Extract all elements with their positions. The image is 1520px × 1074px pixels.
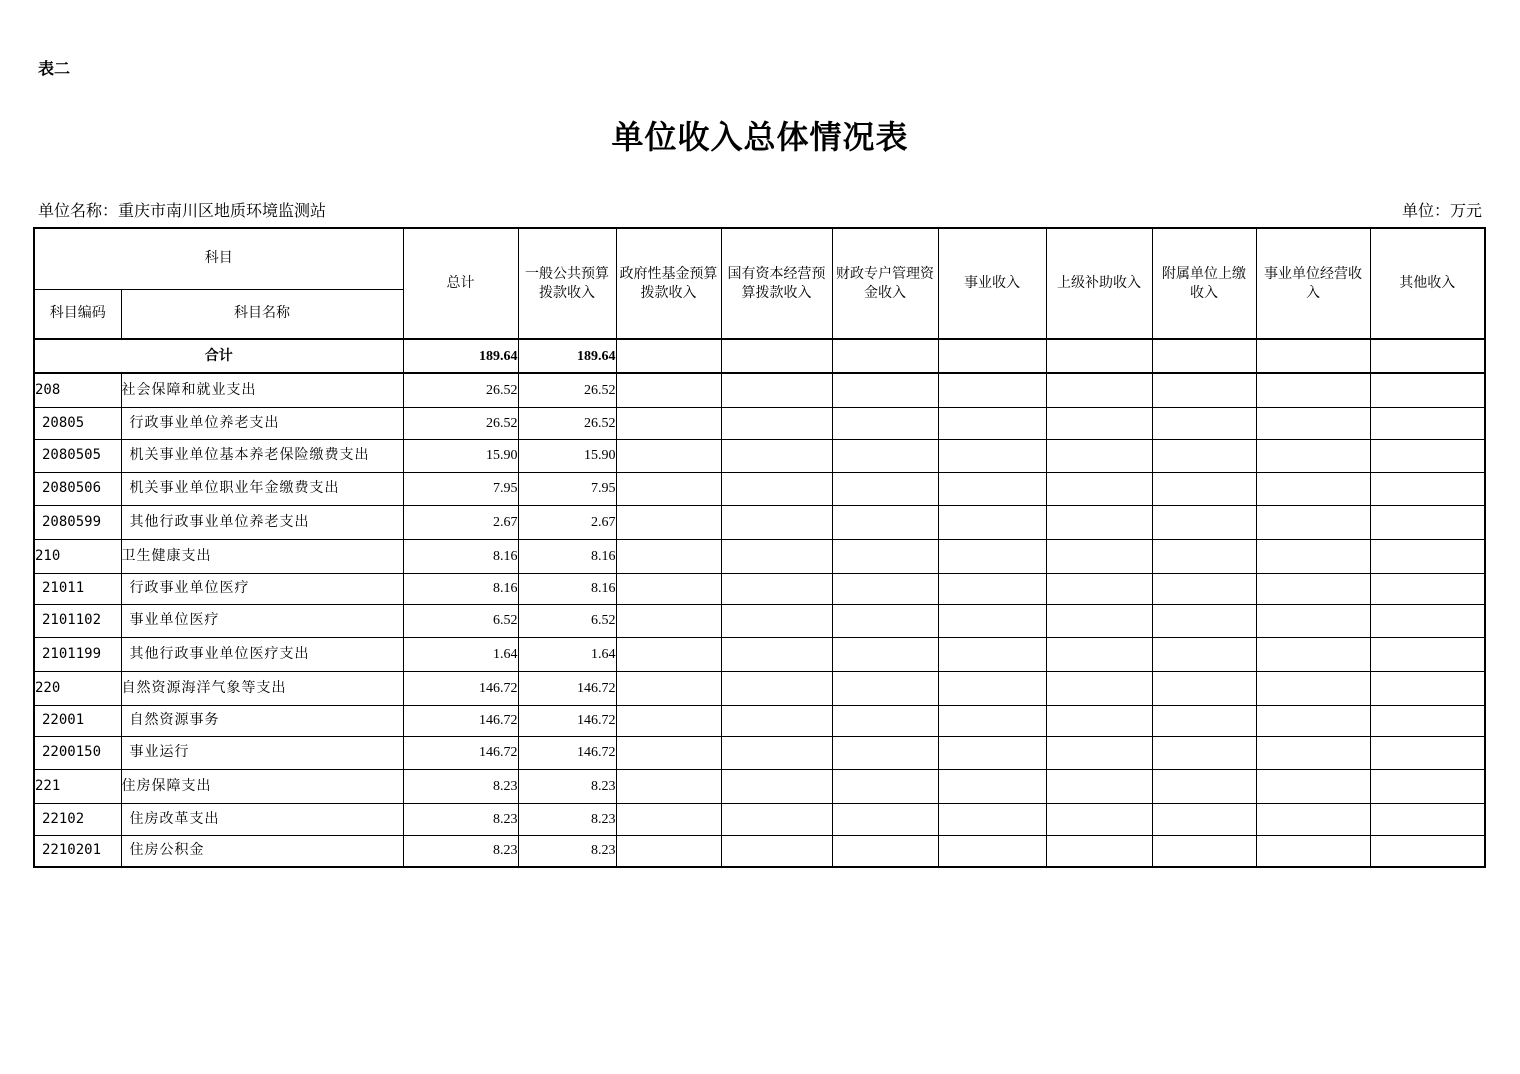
header-state-capital: 国有资本经营预算拨款收入 (721, 228, 832, 339)
empty-cell (832, 835, 938, 867)
general-budget-cell: 146.72 (518, 736, 616, 769)
empty-cell (1046, 439, 1152, 472)
empty-cell (938, 736, 1046, 769)
table-row (34, 736, 1485, 769)
header-business: 事业收入 (938, 228, 1046, 339)
income-table (33, 227, 1486, 868)
header-subject-name: 科目名称 (121, 289, 403, 339)
general-budget-cell: 1.64 (518, 637, 616, 671)
subject-code: 2080505 (34, 439, 121, 472)
empty-cell (938, 505, 1046, 539)
empty-cell (1370, 373, 1485, 407)
empty-cell (1370, 407, 1485, 439)
general-budget-cell: 26.52 (518, 407, 616, 439)
empty-cell (721, 604, 832, 637)
subject-code: 2080506 (34, 472, 121, 505)
empty-cell (1370, 539, 1485, 573)
table-row (34, 835, 1485, 867)
subject-code: 208 (34, 373, 121, 407)
empty-cell (938, 604, 1046, 637)
empty-cell (832, 505, 938, 539)
empty-cell (832, 373, 938, 407)
empty-cell (1370, 472, 1485, 505)
subject-name: 事业单位医疗 (121, 604, 403, 637)
empty-cell (1046, 505, 1152, 539)
empty-cell (1046, 637, 1152, 671)
table-row (34, 803, 1485, 835)
empty-cell (938, 539, 1046, 573)
empty-cell (1256, 439, 1370, 472)
subject-code: 22102 (34, 803, 121, 835)
header-general-budget: 一般公共预算拨款收入 (518, 228, 616, 339)
empty-cell (1256, 505, 1370, 539)
general-budget-cell: 189.64 (518, 339, 616, 373)
header-total: 总计 (403, 228, 518, 339)
empty-cell (1256, 573, 1370, 604)
empty-cell (1370, 604, 1485, 637)
empty-cell (1046, 373, 1152, 407)
subject-code: 21011 (34, 573, 121, 604)
empty-cell (721, 539, 832, 573)
empty-cell (1370, 439, 1485, 472)
table-row (34, 539, 1485, 573)
empty-cell (1046, 407, 1152, 439)
empty-cell (1256, 539, 1370, 573)
empty-cell (1256, 604, 1370, 637)
empty-cell (832, 539, 938, 573)
empty-cell (721, 407, 832, 439)
empty-cell (1152, 539, 1256, 573)
header-other: 其他收入 (1370, 228, 1485, 339)
empty-cell (1152, 769, 1256, 803)
empty-cell (832, 604, 938, 637)
subject-code: 2080599 (34, 505, 121, 539)
subject-name: 卫生健康支出 (121, 539, 403, 573)
subject-code: 20805 (34, 407, 121, 439)
empty-cell (938, 573, 1046, 604)
empty-cell (1256, 472, 1370, 505)
total-cell: 2.67 (403, 505, 518, 539)
empty-cell (1256, 671, 1370, 705)
empty-cell (1256, 769, 1370, 803)
subject-name: 自然资源海洋气象等支出 (121, 671, 403, 705)
general-budget-cell: 8.23 (518, 803, 616, 835)
empty-cell (616, 539, 721, 573)
empty-cell (1256, 373, 1370, 407)
total-cell: 146.72 (403, 705, 518, 736)
empty-cell (721, 671, 832, 705)
empty-cell (616, 407, 721, 439)
table-row (34, 439, 1485, 472)
page-title: 单位收入总体情况表 (611, 118, 909, 156)
subject-code: 2200150 (34, 736, 121, 769)
empty-cell (938, 407, 1046, 439)
empty-cell (616, 472, 721, 505)
empty-cell (616, 373, 721, 407)
general-budget-cell: 2.67 (518, 505, 616, 539)
empty-cell (1256, 705, 1370, 736)
total-row (34, 339, 1485, 373)
empty-cell (721, 373, 832, 407)
empty-cell (1370, 769, 1485, 803)
header-subject: 科目 (34, 228, 403, 289)
empty-cell (1046, 835, 1152, 867)
empty-cell (832, 769, 938, 803)
total-cell: 1.64 (403, 637, 518, 671)
empty-cell (616, 604, 721, 637)
header-affiliated: 附属单位上缴收入 (1152, 228, 1256, 339)
subject-code: 220 (34, 671, 121, 705)
table-row (34, 472, 1485, 505)
unit-name: 单位名称：重庆市南川区地质环境监测站 (38, 201, 327, 220)
total-cell: 8.23 (403, 835, 518, 867)
currency-unit: 单位：万元 (1401, 201, 1482, 220)
table-row (34, 671, 1485, 705)
empty-cell (1152, 835, 1256, 867)
table-label: 表二 (38, 59, 71, 78)
empty-cell (1046, 472, 1152, 505)
empty-cell (1256, 803, 1370, 835)
empty-cell (1256, 407, 1370, 439)
subject-code: 210 (34, 539, 121, 573)
empty-cell (721, 439, 832, 472)
header-subject-code: 科目编码 (34, 289, 121, 339)
subject-name: 机关事业单位基本养老保险缴费支出 (121, 439, 403, 472)
empty-cell (1370, 705, 1485, 736)
total-cell: 15.90 (403, 439, 518, 472)
empty-cell (1256, 637, 1370, 671)
empty-cell (1370, 671, 1485, 705)
empty-cell (1046, 705, 1152, 736)
empty-cell (1152, 604, 1256, 637)
empty-cell (616, 505, 721, 539)
empty-cell (721, 573, 832, 604)
empty-cell (616, 803, 721, 835)
empty-cell (832, 671, 938, 705)
empty-cell (721, 835, 832, 867)
empty-cell (938, 472, 1046, 505)
empty-cell (721, 505, 832, 539)
empty-cell (1152, 573, 1256, 604)
total-label: 合计 (34, 339, 403, 373)
subject-name: 住房保障支出 (121, 769, 403, 803)
total-cell: 8.23 (403, 803, 518, 835)
total-cell: 8.23 (403, 769, 518, 803)
subject-name: 机关事业单位职业年金缴费支出 (121, 472, 403, 505)
empty-cell (616, 573, 721, 604)
empty-cell (1152, 505, 1256, 539)
empty-cell (832, 407, 938, 439)
total-cell: 8.16 (403, 539, 518, 573)
subject-code: 22001 (34, 705, 121, 736)
empty-cell (1046, 769, 1152, 803)
table-row (34, 604, 1485, 637)
empty-cell (616, 769, 721, 803)
subject-code: 2101199 (34, 637, 121, 671)
empty-cell (1046, 736, 1152, 769)
subject-code: 221 (34, 769, 121, 803)
empty-cell (721, 769, 832, 803)
table-row (34, 407, 1485, 439)
empty-cell (721, 705, 832, 736)
total-cell: 189.64 (403, 339, 518, 373)
empty-cell (616, 439, 721, 472)
empty-cell (1256, 736, 1370, 769)
total-cell: 6.52 (403, 604, 518, 637)
subject-name: 住房公积金 (121, 835, 403, 867)
empty-cell (1046, 604, 1152, 637)
header-fiscal-special: 财政专户管理资金收入 (832, 228, 938, 339)
general-budget-cell: 8.23 (518, 835, 616, 867)
table-row (34, 769, 1485, 803)
empty-cell (832, 573, 938, 604)
empty-cell (616, 736, 721, 769)
empty-cell (1370, 736, 1485, 769)
subject-name: 住房改革支出 (121, 803, 403, 835)
empty-cell (1152, 637, 1256, 671)
empty-cell (1152, 373, 1256, 407)
table-row (34, 637, 1485, 671)
empty-cell (1370, 637, 1485, 671)
header-operating: 事业单位经营收入 (1256, 228, 1370, 339)
empty-cell (1370, 505, 1485, 539)
empty-cell (1152, 472, 1256, 505)
empty-cell (721, 736, 832, 769)
subject-name: 自然资源事务 (121, 705, 403, 736)
general-budget-cell: 15.90 (518, 439, 616, 472)
empty-cell (1370, 835, 1485, 867)
table-row (34, 505, 1485, 539)
empty-cell (1370, 803, 1485, 835)
subject-name: 其他行政事业单位养老支出 (121, 505, 403, 539)
empty-cell (616, 835, 721, 867)
subject-name: 行政事业单位养老支出 (121, 407, 403, 439)
table-row (34, 705, 1485, 736)
total-cell: 146.72 (403, 736, 518, 769)
header-gov-fund: 政府性基金预算拨款收入 (616, 228, 721, 339)
general-budget-cell: 26.52 (518, 373, 616, 407)
empty-cell (721, 472, 832, 505)
empty-cell (721, 637, 832, 671)
empty-cell (938, 637, 1046, 671)
empty-cell (721, 803, 832, 835)
empty-cell (832, 705, 938, 736)
subject-name: 行政事业单位医疗 (121, 573, 403, 604)
subject-name: 事业运行 (121, 736, 403, 769)
empty-cell (832, 439, 938, 472)
total-cell: 146.72 (403, 671, 518, 705)
empty-cell (938, 769, 1046, 803)
general-budget-cell: 146.72 (518, 671, 616, 705)
empty-cell (938, 705, 1046, 736)
empty-cell (1152, 439, 1256, 472)
total-cell: 7.95 (403, 472, 518, 505)
total-cell: 26.52 (403, 373, 518, 407)
empty-cell (1152, 705, 1256, 736)
empty-cell (1046, 573, 1152, 604)
empty-cell (832, 736, 938, 769)
general-budget-cell: 8.16 (518, 539, 616, 573)
table-row (34, 373, 1485, 407)
empty-cell (616, 671, 721, 705)
empty-cell (832, 803, 938, 835)
empty-cell (1152, 407, 1256, 439)
empty-cell (1046, 671, 1152, 705)
empty-cell (616, 637, 721, 671)
subject-code: 2101102 (34, 604, 121, 637)
empty-cell (1046, 803, 1152, 835)
empty-cell (1152, 803, 1256, 835)
subject-code: 2210201 (34, 835, 121, 867)
empty-cell (832, 472, 938, 505)
total-cell: 8.16 (403, 573, 518, 604)
empty-cell (938, 803, 1046, 835)
general-budget-cell: 8.16 (518, 573, 616, 604)
empty-cell (1256, 835, 1370, 867)
general-budget-cell: 7.95 (518, 472, 616, 505)
table-row (34, 573, 1485, 604)
empty-cell (616, 705, 721, 736)
empty-cell (938, 373, 1046, 407)
subject-name: 其他行政事业单位医疗支出 (121, 637, 403, 671)
empty-cell (938, 835, 1046, 867)
empty-cell (1370, 573, 1485, 604)
empty-cell (1152, 671, 1256, 705)
general-budget-cell: 6.52 (518, 604, 616, 637)
header-superior-subsidy: 上级补助收入 (1046, 228, 1152, 339)
empty-cell (832, 637, 938, 671)
general-budget-cell: 8.23 (518, 769, 616, 803)
empty-cell (938, 671, 1046, 705)
empty-cell (1046, 539, 1152, 573)
subject-name: 社会保障和就业支出 (121, 373, 403, 407)
empty-cell (1152, 736, 1256, 769)
total-cell: 26.52 (403, 407, 518, 439)
general-budget-cell: 146.72 (518, 705, 616, 736)
empty-cell (938, 439, 1046, 472)
